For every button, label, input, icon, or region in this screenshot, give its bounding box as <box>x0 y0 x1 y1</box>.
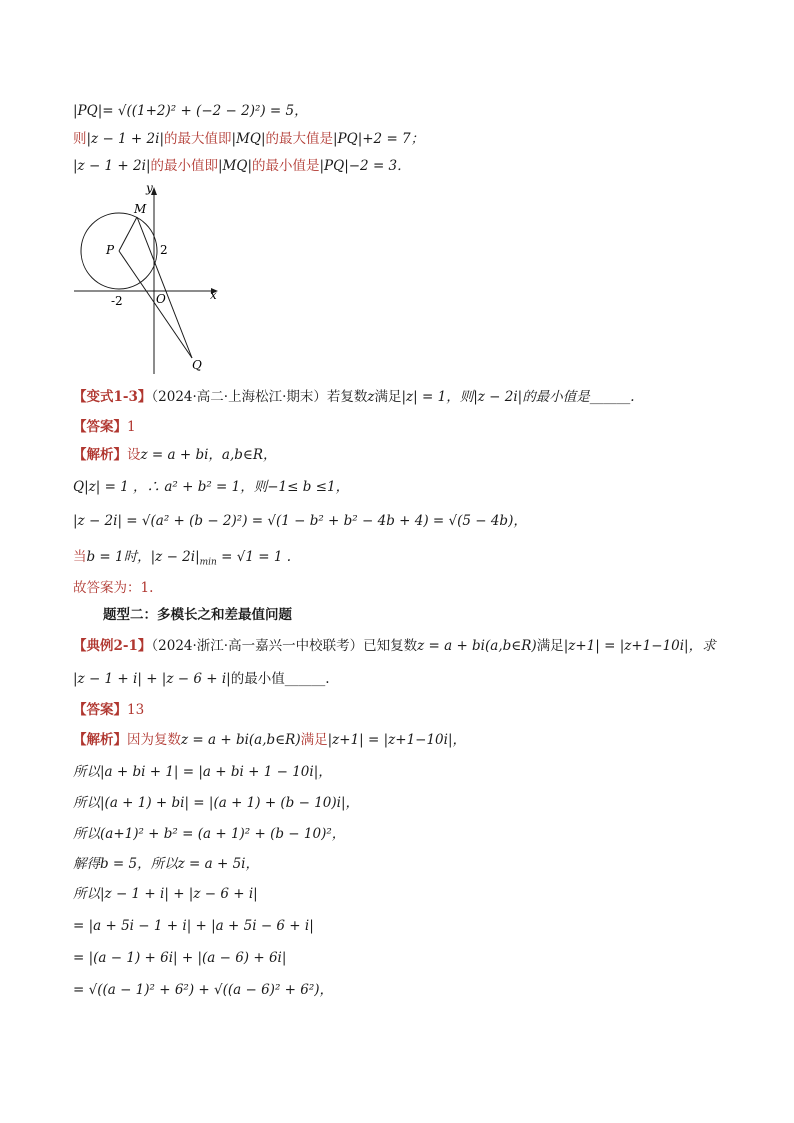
type2-title: 题型二：多模长之和差最值问题 <box>103 607 292 623</box>
solution2-l6: 所以|z − 1 + i| + |z − 6 + i| <box>73 886 258 902</box>
solution-l2: Q|z| = 1 ，∴ a² + b² = 1，则−1≤ b ≤1， <box>73 479 350 495</box>
solution-l4-sub: min <box>199 557 217 568</box>
solution-l3: |z − 2i| = √(a² + (b − 2)²) = √(1 − b² + b² − 4b + 4) = √(5 − 4b)， <box>73 513 527 529</box>
solution-l4-post: = √1 = 1 . <box>216 549 292 565</box>
min-val: |PQ|−2 = 3． <box>319 158 411 174</box>
example-tag: 【典例2-1】 <box>73 638 152 654</box>
solution2-l5: 解得b = 5，所以z = a + 5i， <box>73 856 259 872</box>
example-l2-expr: |z − 1 + i| + |z − 6 + i| <box>73 671 231 687</box>
solution-line-3 <box>73 512 527 530</box>
solution2-l2: 所以|a + bi + 1| = |a + bi + 1 − 10i|， <box>73 764 332 780</box>
segment-pm <box>119 217 137 251</box>
solution2-line-1 <box>73 731 466 749</box>
type2-heading <box>103 606 292 624</box>
solution-set-expr: z = a + bi，a,b∈R， <box>140 447 277 463</box>
solution2-line-4 <box>73 825 345 843</box>
variant-1-3-line <box>73 388 635 406</box>
solution2-l9: = √((a − 1)² + 6²) + √((a − 6)² + 6²)， <box>73 982 334 998</box>
answer-line-1 <box>73 418 136 436</box>
solution-line-4 <box>73 548 291 572</box>
solution-tag-1: 【解析】 <box>73 447 127 463</box>
max-val: |PQ|+2 = 7； <box>333 131 425 147</box>
max-prefix: 则 <box>73 131 87 147</box>
solution-line-5 <box>73 579 153 597</box>
solution2-line-9 <box>73 981 333 999</box>
solution2-line-8 <box>73 949 286 967</box>
solution-tag-2: 【解析】 <box>73 732 127 748</box>
variant-cond: 满足 <box>374 389 402 405</box>
variant-source: （2024·高二·上海松江·期末）若复数 <box>151 389 368 405</box>
min-mid2: 的最小值是 <box>252 158 320 174</box>
label-2: 2 <box>160 243 168 257</box>
variant-z: z <box>367 389 375 405</box>
solution-line-2 <box>73 478 349 496</box>
max-expr: |z − 1 + 2i| <box>86 131 164 147</box>
answer-tag-2: 【答案】 <box>73 702 127 718</box>
solution-line-1 <box>73 446 277 464</box>
solution2-l7: = |a + 5i − 1 + i| + |a + 5i − 6 + i| <box>73 918 314 934</box>
pq-length-line <box>73 102 308 120</box>
geometry-figure <box>70 180 230 380</box>
example-2-1-line <box>73 637 716 655</box>
solution2-line-2 <box>73 763 332 781</box>
answer-line-2 <box>73 701 144 719</box>
solution-l4-pre: 当 <box>73 549 87 565</box>
max-mid1: 的最大值即 <box>164 131 232 147</box>
solution2-l3: 所以|(a + 1) + bi| = |(a + 1) + (b − 10)i|， <box>73 795 360 811</box>
example-source: （2024·浙江·高一嘉兴一中校联考）已知复数 <box>151 638 418 654</box>
solution2-line-7 <box>73 917 314 935</box>
solution2-l4: 所以(a+1)² + b² = (a + 1)² + (b − 10)²， <box>73 826 346 842</box>
solution-l5: 故答案为：1. <box>73 580 154 596</box>
min-mq: |MQ| <box>218 158 252 174</box>
solution2-line-3 <box>73 794 359 812</box>
example-l2-post: 的最小值______. <box>230 671 330 687</box>
label-m: M <box>134 202 147 216</box>
label-y: y <box>146 181 153 195</box>
solution2-line-6 <box>73 885 258 903</box>
example-expr: z = a + bi(a,b∈R) <box>417 638 537 654</box>
answer-tag-1: 【答案】 <box>73 419 127 435</box>
solution2-l8: = |(a − 1) + 6i| + |(a − 6) + 6i| <box>73 950 287 966</box>
max-mq: |MQ| <box>231 131 266 147</box>
label-x: x <box>210 288 217 302</box>
min-expr: |z − 1 + 2i| <box>73 158 151 174</box>
min-line <box>73 157 411 175</box>
solution-l4-expr: b = 1时，|z − 2i| <box>86 549 200 565</box>
solution2-l1-pre: 因为复数 <box>127 732 181 748</box>
example-2-1-line-2 <box>73 670 330 688</box>
example-cond: 满足 <box>536 638 564 654</box>
solution2-line-5 <box>73 855 259 873</box>
label-p: P <box>106 243 115 257</box>
label-neg2: -2 <box>111 294 123 308</box>
solution2-l1-cond: |z+1| = |z+1−10i|， <box>327 732 467 748</box>
solution-set: 设 <box>127 447 141 463</box>
min-mid1: 的最小值即 <box>150 158 218 174</box>
solution2-l1-mid: 满足 <box>300 732 328 748</box>
segment-mq <box>137 217 192 358</box>
max-line <box>73 130 424 148</box>
label-o: O <box>156 292 166 306</box>
solution2-l1-expr: z = a + bi(a,b∈R) <box>181 732 301 748</box>
example-cond-expr: |z+1| = |z+1−10i|，求 <box>563 638 716 654</box>
max-mid2: 的最大值是 <box>265 131 333 147</box>
variant-expr: |z| = 1，则|z − 2i|的最小值是______. <box>401 389 635 405</box>
answer-value-2: 13 <box>127 702 145 718</box>
variant-tag: 【变式1-3】 <box>73 389 152 405</box>
pq-expression: |PQ|= √((1+2)² + (−2 − 2)²) = 5， <box>73 103 308 119</box>
label-q: Q <box>192 358 202 372</box>
answer-value-1: 1 <box>127 419 136 435</box>
